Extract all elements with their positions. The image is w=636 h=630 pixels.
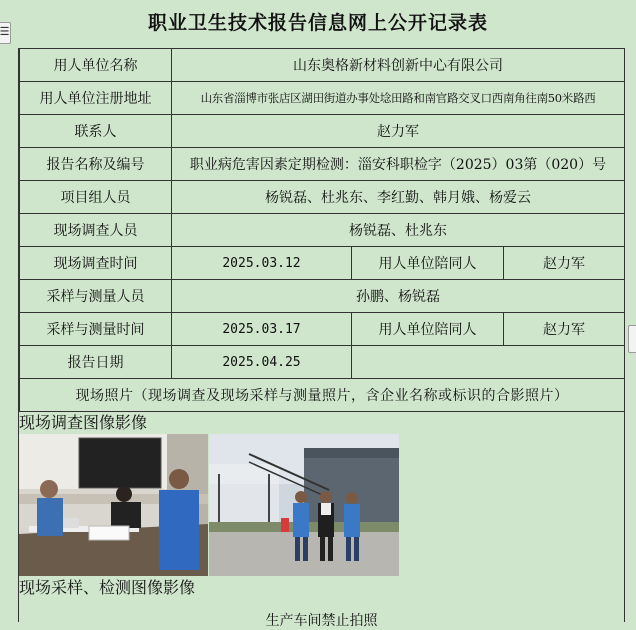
table-row — [20, 115, 625, 148]
sampling-escort-value: 赵力军 — [504, 313, 625, 346]
employer-name-value: 山东奥格新材料创新中心有限公司 — [172, 49, 625, 82]
sampling-time-value: 2025.03.17 — [172, 313, 352, 346]
report-date-empty — [352, 346, 625, 379]
employer-name-label: 用人单位名称 — [20, 49, 172, 82]
record-table — [19, 48, 625, 412]
site-group-photo — [209, 434, 399, 576]
table-row — [20, 247, 625, 280]
table-row — [20, 148, 625, 181]
survey-time-label: 现场调查时间 — [20, 247, 172, 280]
sampling-staff-value: 孙鹏、杨锐磊 — [172, 280, 625, 313]
report-date-label: 报告日期 — [20, 346, 172, 379]
team-label: 项目组人员 — [20, 181, 172, 214]
record-sheet — [18, 48, 625, 629]
photo-section-header: 现场照片（现场调查及现场采样与测量照片，含企业名称或标识的合影照片） — [20, 379, 625, 412]
menu-toggle-icon[interactable]: ☰ — [0, 22, 11, 44]
survey-photos-label: 现场调查图像影像 — [19, 413, 148, 432]
table-row — [20, 280, 625, 313]
sampling-time-label: 采样与测量时间 — [20, 313, 172, 346]
sampling-staff-label: 采样与测量人员 — [20, 280, 172, 313]
survey-staff-label: 现场调查人员 — [20, 214, 172, 247]
team-value: 杨锐磊、杜兆东、李红勤、韩月娥、杨爱云 — [172, 181, 625, 214]
table-row — [20, 346, 625, 379]
table-row — [20, 379, 625, 412]
survey-time-value: 2025.03.12 — [172, 247, 352, 280]
table-row — [20, 181, 625, 214]
right-edge-tab[interactable] — [628, 325, 636, 353]
sampling-photos-label: 现场采样、检测图像影像 — [19, 578, 196, 597]
table-row — [20, 49, 625, 82]
table-row — [20, 82, 625, 115]
survey-staff-value: 杨锐磊、杜兆东 — [172, 214, 625, 247]
workshop-photo-note: 生产车间禁止拍照 — [265, 613, 378, 629]
survey-escort-value: 赵力军 — [504, 247, 625, 280]
contact-value: 赵力军 — [172, 115, 625, 148]
page-title: 职业卫生技术报告信息网上公开记录表 — [147, 12, 488, 34]
office-survey-photo — [19, 434, 208, 576]
table-row — [20, 313, 625, 346]
report-date-value: 2025.04.25 — [172, 346, 352, 379]
contact-label: 联系人 — [20, 115, 172, 148]
survey-escort-label: 用人单位陪同人 — [352, 247, 504, 280]
address-label: 用人单位注册地址 — [20, 82, 172, 115]
survey-photos — [19, 434, 624, 577]
report-label: 报告名称及编号 — [20, 148, 172, 181]
table-row — [20, 214, 625, 247]
sampling-escort-label: 用人单位陪同人 — [352, 313, 504, 346]
address-value: 山东省淄博市张店区湖田街道办事处埝田路和南官路交叉口西南角往南50米路西 — [172, 82, 625, 115]
report-value: 职业病危害因素定期检测：淄安科职检字（2025）03第（020）号 — [172, 148, 625, 181]
